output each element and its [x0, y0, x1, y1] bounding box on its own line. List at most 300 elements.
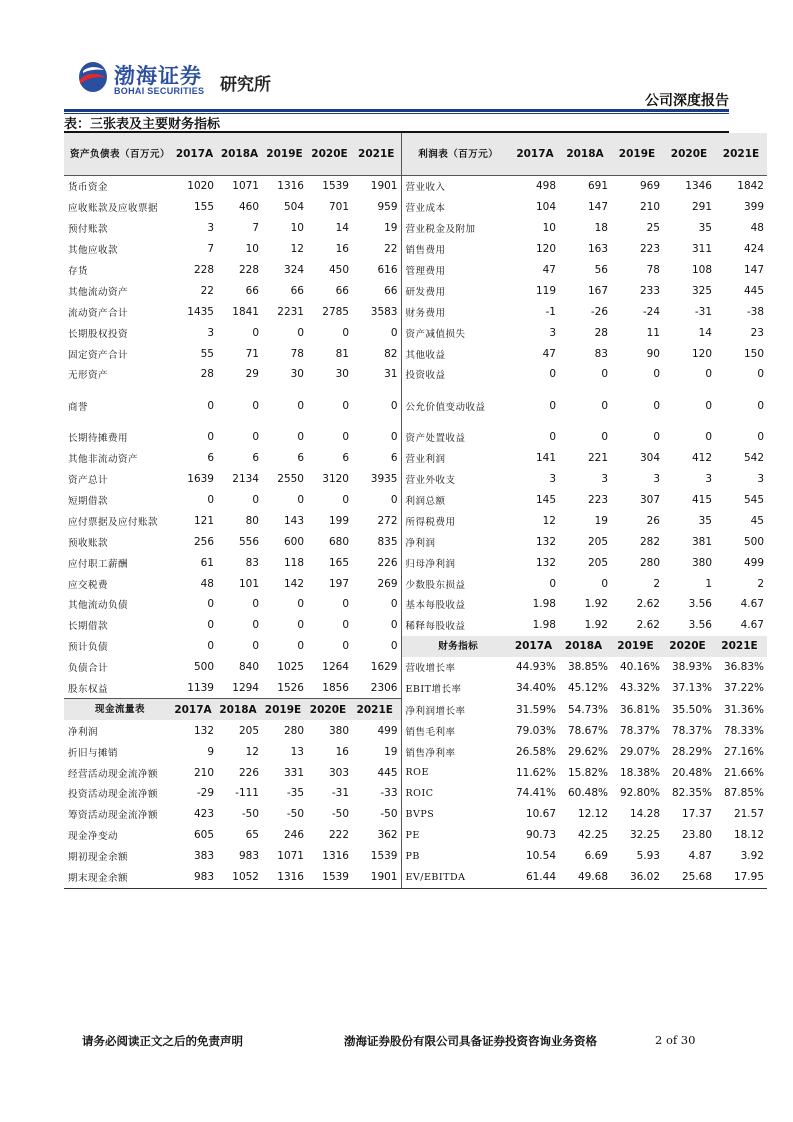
row-value: 399 [743, 201, 764, 214]
row-value: 1841 [232, 305, 259, 318]
row-value: 78.37% [619, 724, 660, 737]
row-value: 0 [757, 431, 764, 444]
row-value: 31 [352, 364, 401, 385]
row-value: 14.28 [629, 808, 660, 821]
row-value: 4.67 [740, 619, 764, 632]
row-value: 32.25 [629, 829, 660, 842]
row-value: 26 [646, 514, 660, 527]
table-row [64, 741, 767, 762]
row-label: 预付账款 [68, 224, 109, 236]
table-row [64, 469, 767, 490]
row-value: 0 [297, 399, 304, 412]
row-label: 营业利润 [405, 454, 446, 466]
row-value: 132 [535, 535, 556, 548]
row-label: 流动资产合计 [68, 307, 129, 319]
row-value: 78.37% [671, 724, 712, 737]
row-value: 0 [549, 577, 556, 590]
row-value: 0 [601, 368, 608, 381]
row-value: 445 [743, 284, 764, 297]
row-value: 0 [601, 431, 608, 444]
row-value: 66 [335, 284, 349, 297]
row-value: 3.92 [740, 850, 764, 863]
row-label: 销售净利率 [405, 747, 456, 759]
row-value: 3 [207, 222, 214, 235]
row-value: 44.93% [515, 661, 556, 674]
row-value: 0 [297, 619, 304, 632]
row-label: 负债合计 [68, 663, 109, 675]
row-value: 445 [352, 762, 401, 783]
row-value: 311 [691, 243, 712, 256]
row-label: 其他收益 [405, 349, 446, 361]
row-value: 199 [328, 514, 349, 527]
footer-qualification: 渤海证券股份有限公司具备证券投资咨询业务资格 [344, 1034, 597, 1048]
row-label: 长期待摊费用 [68, 433, 129, 445]
year-header: 2021E [715, 133, 767, 176]
row-value: -111 [235, 787, 259, 800]
row-label: 净利润增长率 [405, 705, 466, 717]
row-value: 1139 [187, 682, 214, 695]
row-label: 应付票据及应付账款 [68, 516, 159, 528]
row-value: 226 [352, 552, 401, 573]
row-value: 616 [352, 260, 401, 281]
row-value: 15.82% [567, 766, 608, 779]
row-value: 499 [352, 720, 401, 741]
row-label: 财务费用 [405, 307, 446, 319]
row-value: 108 [691, 264, 712, 276]
year-header: 2020E [307, 133, 352, 176]
row-value: 78 [290, 347, 304, 360]
year-header: 2020E [307, 699, 352, 720]
year-header: 2019E [262, 699, 307, 720]
row-value: 2 [653, 577, 660, 590]
row-label: 投资活动现金流净额 [68, 789, 159, 801]
row-value: 1.98 [532, 598, 556, 611]
row-value: 83 [245, 556, 259, 569]
table-row [64, 825, 767, 846]
row-label: 少数股东损益 [405, 579, 466, 591]
row-label: 资产总计 [68, 475, 109, 487]
row-label: 利润总额 [405, 496, 446, 508]
logo-name-en: BOHAI SECURITIES [114, 86, 205, 96]
row-value: 272 [352, 510, 401, 531]
row-value: 205 [238, 724, 259, 737]
row-value: -35 [286, 787, 304, 800]
row-value: 82.35% [671, 787, 712, 800]
table-row [64, 594, 767, 615]
row-value: 155 [193, 201, 214, 214]
row-value: 2306 [352, 678, 401, 699]
row-value: 959 [352, 197, 401, 218]
row-value: 280 [283, 724, 304, 737]
row-value: 498 [535, 180, 556, 193]
year-header: 2021E [352, 699, 401, 720]
row-label: 净利润 [68, 726, 99, 738]
row-value: 2231 [277, 305, 304, 318]
row-value: 14 [698, 326, 712, 339]
year-header: 2019E [611, 636, 663, 657]
row-value: 9 [207, 745, 214, 758]
row-value: 0 [653, 431, 660, 444]
row-value: 0 [601, 399, 608, 412]
row-value: 680 [328, 535, 349, 548]
row-label: 其他应收款 [68, 245, 119, 257]
row-value: 13 [290, 745, 304, 758]
row-value: 1264 [322, 661, 349, 674]
row-value: 223 [587, 494, 608, 507]
row-value: -26 [590, 305, 608, 318]
row-label: 投资收益 [405, 370, 446, 382]
row-value: 36.02 [611, 867, 663, 888]
row-value: 0 [252, 431, 259, 444]
year-header: 2017A [172, 133, 217, 176]
row-value: 25 [646, 222, 660, 235]
row-value: 3 [549, 326, 556, 339]
row-label: 商誉 [68, 401, 89, 413]
row-label: 长期借款 [68, 621, 109, 633]
row-value: 119 [535, 284, 556, 297]
table-row [64, 783, 767, 804]
row-value: 0 [549, 368, 556, 381]
row-value: 3120 [322, 473, 349, 486]
row-value: 49.68 [559, 867, 611, 888]
row-value: 90.73 [525, 829, 556, 842]
row-value: 6 [352, 448, 401, 469]
row-label: 资产处置收益 [405, 433, 466, 445]
table-row [64, 636, 767, 657]
row-value: 0 [352, 322, 401, 343]
header-row [64, 133, 767, 176]
row-label: ROE [405, 767, 429, 779]
row-value: 120 [535, 243, 556, 256]
year-header: 2017A [511, 636, 559, 657]
row-value: 0 [297, 640, 304, 653]
row-value: 0 [297, 598, 304, 611]
row-value: 28 [200, 368, 214, 381]
row-value: 47 [542, 264, 556, 276]
row-value: 35 [698, 514, 712, 527]
row-value: 210 [639, 201, 660, 214]
row-value: 325 [691, 284, 712, 297]
row-value: 556 [238, 535, 259, 548]
table-row [64, 176, 767, 197]
row-label: ROIC [405, 787, 434, 799]
row-value: 600 [283, 535, 304, 548]
table-row [64, 490, 767, 511]
row-value: 0 [252, 598, 259, 611]
row-value: 1071 [232, 180, 259, 193]
row-value: 101 [238, 577, 259, 590]
row-value: 37.22% [723, 682, 764, 695]
table-row [64, 867, 767, 888]
row-value: 3 [207, 326, 214, 339]
row-value: 0 [757, 399, 764, 412]
row-value: 61 [200, 556, 214, 569]
table-row [64, 364, 767, 385]
year-header: 2017A [511, 133, 559, 176]
row-value: 2.62 [636, 619, 660, 632]
row-label: 货币资金 [68, 182, 109, 194]
row-value: 38.93% [671, 661, 712, 674]
row-value: 969 [639, 180, 660, 193]
row-value: 71 [245, 347, 259, 360]
row-value: 132 [193, 724, 214, 737]
row-value: 3 [757, 473, 764, 486]
row-value: 1 [705, 577, 712, 590]
table-row [64, 720, 767, 741]
row-value: -29 [196, 787, 214, 800]
row-value: 0 [705, 431, 712, 444]
row-label: 销售毛利率 [405, 726, 456, 738]
row-value: 23.80 [681, 829, 712, 842]
row-value: 0 [297, 431, 304, 444]
row-value: -33 [352, 783, 401, 804]
row-value: 983 [172, 867, 217, 888]
row-value: 233 [639, 284, 660, 297]
row-value: 65 [245, 829, 259, 842]
table-row [64, 762, 767, 783]
row-value: 1901 [352, 867, 401, 888]
row-value: -38 [746, 305, 764, 318]
row-value: 1316 [277, 180, 304, 193]
row-label: 基本每股收益 [405, 600, 466, 612]
row-value: 0 [757, 368, 764, 381]
row-value: 0 [252, 640, 259, 653]
row-label: BVPS [405, 808, 435, 820]
footer-disclaimer: 请务必阅读正文之后的免责声明 [82, 1034, 243, 1048]
row-label: EBIT增长率 [405, 684, 462, 696]
row-value: 104 [535, 201, 556, 214]
row-value: 1.92 [584, 598, 608, 611]
row-value: 18.12 [733, 829, 764, 842]
row-value: 20.48% [671, 766, 712, 779]
row-value: -31 [331, 787, 349, 800]
row-value: 78 [646, 264, 660, 276]
row-value: 228 [238, 264, 259, 276]
row-value: 221 [587, 452, 608, 465]
row-value: 38.85% [567, 661, 608, 674]
row-label: PB [405, 850, 420, 862]
row-value: 3.56 [688, 598, 712, 611]
row-value: 165 [328, 556, 349, 569]
row-value: 6 [342, 452, 349, 465]
row-value: 66 [290, 284, 304, 297]
row-label: 营业成本 [405, 203, 446, 215]
company-logo [78, 58, 278, 100]
row-value: -50 [352, 804, 401, 825]
row-value: 0 [549, 431, 556, 444]
year-header: 2021E [352, 133, 401, 176]
table-row [64, 322, 767, 343]
row-value: 1071 [277, 850, 304, 863]
row-value: 1.92 [584, 619, 608, 632]
row-value: 30 [335, 368, 349, 381]
row-value: 0 [342, 640, 349, 653]
row-value: 1639 [187, 473, 214, 486]
row-value: 66 [352, 280, 401, 301]
section-title: 资产负债表（百万元） [64, 133, 172, 176]
row-value: 0 [207, 619, 214, 632]
row-label: PE [405, 829, 420, 841]
row-value: 228 [193, 264, 214, 276]
row-value: 45.12% [567, 682, 608, 695]
row-value: 141 [535, 452, 556, 465]
row-value: 0 [705, 399, 712, 412]
row-value: 605 [193, 829, 214, 842]
table-row [64, 657, 767, 678]
row-value: 143 [283, 514, 304, 527]
row-label: 归母净利润 [405, 558, 456, 570]
row-value: 269 [352, 573, 401, 594]
row-value: 383 [193, 850, 214, 863]
row-value: 304 [639, 452, 660, 465]
row-value: 3.56 [688, 619, 712, 632]
row-value: 0 [207, 494, 214, 507]
row-value: 1526 [277, 682, 304, 695]
row-value: 78.33% [723, 724, 764, 737]
row-value: 1316 [262, 867, 307, 888]
row-value: 0 [601, 577, 608, 590]
row-value: 1842 [737, 180, 764, 193]
row-value: 74.41% [515, 787, 556, 800]
table-row [64, 573, 767, 594]
row-value: 31.59% [515, 703, 556, 716]
row-value: 423 [193, 808, 214, 821]
row-value: 3 [705, 473, 712, 486]
row-label: EV/EBITDA [401, 867, 511, 888]
row-value: 0 [352, 615, 401, 636]
row-value: 11 [646, 326, 660, 339]
row-value: 1539 [352, 846, 401, 867]
row-value: 42.25 [577, 829, 608, 842]
row-value: 35.50% [671, 703, 712, 716]
row-value: 0 [352, 594, 401, 615]
table-row [64, 510, 767, 531]
row-value: 30 [290, 368, 304, 381]
row-value: 2134 [232, 473, 259, 486]
row-label: 营业收入 [405, 182, 446, 194]
row-value: 205 [587, 535, 608, 548]
row-value: 3 [601, 473, 608, 486]
row-value: 362 [352, 825, 401, 846]
page-number: 2 of 30 [655, 1033, 696, 1047]
row-value: 1052 [217, 867, 262, 888]
row-value: 0 [342, 598, 349, 611]
row-label: 股东权益 [68, 684, 109, 696]
row-value: 23 [750, 326, 764, 339]
row-value: 500 [743, 535, 764, 548]
row-value: 226 [238, 766, 259, 779]
header-rule [64, 109, 729, 112]
row-value: 27.16% [723, 745, 764, 758]
row-value: 0 [297, 326, 304, 339]
row-value: 0 [252, 494, 259, 507]
row-value: 1539 [322, 180, 349, 193]
row-value: 542 [743, 452, 764, 465]
row-value: 14 [335, 222, 349, 235]
row-label: 应付职工薪酬 [68, 558, 129, 570]
row-value: 10.54 [525, 850, 556, 863]
row-label: 存货 [68, 266, 89, 277]
row-value: 60.48% [567, 787, 608, 800]
row-value: 90 [646, 347, 660, 360]
row-label: 资产减值损失 [405, 328, 466, 340]
row-value: 223 [639, 243, 660, 256]
row-value: 0 [297, 494, 304, 507]
logo-name-cn: 渤海证券 [114, 63, 202, 88]
row-value: 0 [352, 427, 401, 448]
table-row [64, 343, 767, 364]
row-value: 1025 [277, 661, 304, 674]
row-value: 79.03% [515, 724, 556, 737]
financial-tables [64, 133, 767, 889]
row-value: 2785 [322, 305, 349, 318]
row-value: 197 [328, 577, 349, 590]
row-value: 2550 [277, 473, 304, 486]
row-value: 4.87 [688, 850, 712, 863]
row-value: 0 [342, 494, 349, 507]
row-value: 6 [207, 452, 214, 465]
row-value: 35 [698, 222, 712, 235]
row-value: 16 [335, 243, 349, 256]
row-value: 380 [328, 724, 349, 737]
row-value: 500 [193, 661, 214, 674]
row-value: 12 [245, 745, 259, 758]
table-row [64, 699, 767, 720]
row-value: 0 [252, 399, 259, 412]
table-body [64, 133, 767, 888]
row-value: 6.69 [584, 850, 608, 863]
row-value: 0 [342, 619, 349, 632]
row-value: 4.67 [740, 598, 764, 611]
row-value: 840 [238, 661, 259, 674]
row-value: 145 [535, 494, 556, 507]
row-value: 12.12 [577, 808, 608, 821]
row-value: 29 [245, 368, 259, 381]
row-value: 1435 [187, 305, 214, 318]
row-value: 3935 [352, 469, 401, 490]
row-value: 246 [283, 829, 304, 842]
row-value: 7 [207, 243, 214, 256]
table-row [64, 615, 767, 636]
row-value: 92.80% [619, 787, 660, 800]
table-row [64, 678, 767, 699]
row-value: -50 [331, 808, 349, 821]
row-value: 835 [352, 531, 401, 552]
year-header: 2019E [262, 133, 307, 176]
row-value: 701 [328, 201, 349, 214]
row-label: 公允价值变动收益 [405, 401, 486, 413]
table-row [64, 239, 767, 260]
row-value: -50 [286, 808, 304, 821]
row-value: 504 [283, 201, 304, 214]
row-label: 期初现金余额 [68, 852, 129, 864]
row-value: 147 [587, 201, 608, 214]
year-header: 2021E [715, 636, 767, 657]
row-value: 0 [352, 490, 401, 511]
row-value: 25.68 [663, 867, 715, 888]
year-header: 2020E [663, 133, 715, 176]
row-value: 19 [594, 514, 608, 527]
row-value: 43.32% [619, 682, 660, 695]
row-value: 0 [549, 399, 556, 412]
table-row [64, 260, 767, 281]
row-value: 0 [342, 431, 349, 444]
row-value: 45 [750, 514, 764, 527]
row-value: -31 [694, 305, 712, 318]
row-value: 31.36% [723, 703, 764, 716]
section-title: 现金流量表 [64, 699, 172, 720]
table-row [64, 301, 767, 322]
